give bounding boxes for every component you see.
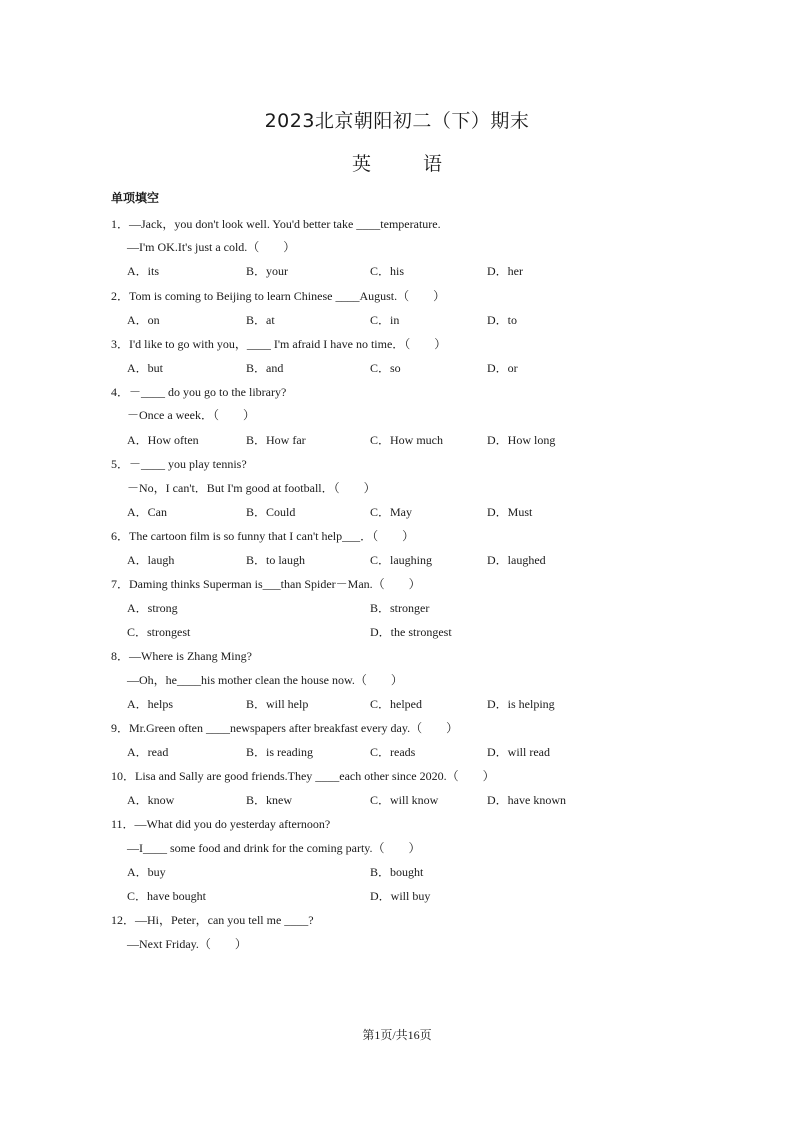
subject-char-1: 英 <box>351 153 371 175</box>
question-5-stem: 5．－____ you play tennis? <box>111 457 247 471</box>
subject-heading <box>0 149 794 176</box>
question-6-option-a: A．laugh <box>127 553 175 567</box>
question-5-option-b: B．Could <box>246 505 296 519</box>
question-10-stem: 10．Lisa and Sally are good friends.They ____each other since 2020.（ ） <box>111 769 495 783</box>
question-5-option-d: D．Must <box>487 505 533 519</box>
question-1-option-b: B．your <box>246 264 289 278</box>
question-7-stem: 7．Daming thinks Superman is___than Spider－Man.（ ） <box>111 577 421 591</box>
question-1-option-d: D．her <box>487 264 523 278</box>
question-11-option-a: A．buy <box>127 865 166 879</box>
page-footer: 第1页/共16页 <box>362 1028 432 1042</box>
question-2-option-a: A．on <box>127 313 160 327</box>
question-12-stem: 12．—Hi，Peter，can you tell me ____? <box>111 913 314 927</box>
question-2-option-b: B．at <box>246 313 275 327</box>
question-10-option-c: C．will know <box>370 793 439 807</box>
question-7-option-d: D．the strongest <box>370 625 452 639</box>
question-7-option-b: B．stronger <box>370 601 430 615</box>
question-9-option-c: C．reads <box>370 745 416 759</box>
question-8-option-a: A．helps <box>127 697 173 711</box>
question-1-option-c: C．his <box>370 264 405 278</box>
section-heading: 单项填空 <box>111 191 160 205</box>
question-2-option-c: C．in <box>370 313 400 327</box>
page-title: 2023北京朝阳初二（下）期末 <box>264 110 530 132</box>
question-4-stem: 4．－____ do you go to the library? <box>111 385 287 399</box>
question-10-option-d: D．have known <box>487 793 566 807</box>
question-1-response: —I'm OK.It's just a cold.（ ） <box>127 240 296 254</box>
question-11-response: —I____ some food and drink for the coming party.（ ） <box>127 841 421 855</box>
question-8-option-c: C．helped <box>370 697 422 711</box>
question-10-option-b: B．knew <box>246 793 292 807</box>
subject-char-2: 语 <box>423 153 443 175</box>
question-3-option-d: D．or <box>487 361 518 375</box>
question-6-stem: 6．The cartoon film is so funny that I can't help___．（ ） <box>111 529 415 543</box>
question-11-option-c: C．have bought <box>127 889 206 903</box>
question-9-option-d: D．will read <box>487 745 550 759</box>
question-3-option-c: C．so <box>370 361 401 375</box>
question-8-option-d: D．is helping <box>487 697 555 711</box>
question-6-option-d: D．laughed <box>487 553 546 567</box>
question-4-option-b: B．How far <box>246 433 306 447</box>
question-7-option-a: A．strong <box>127 601 178 615</box>
question-4-option-d: D．How long <box>487 433 556 447</box>
question-1-stem: 1．—Jack，you don't look well. You'd better take ____temperature. <box>111 217 441 231</box>
question-1-option-a: A．its <box>127 264 160 278</box>
question-8-stem: 8．—Where is Zhang Ming? <box>111 649 252 663</box>
question-12-response: —Next Friday.（ ） <box>127 937 247 951</box>
question-2-stem: 2．Tom is coming to Beijing to learn Chinese ____August.（ ） <box>111 289 446 303</box>
question-11-option-d: D．will buy <box>370 889 431 903</box>
question-3-option-b: B．and <box>246 361 284 375</box>
question-8-response: —Oh，he____his mother clean the house now.（ ） <box>127 673 403 687</box>
question-7-option-c: C．strongest <box>127 625 191 639</box>
question-4-option-c: C．How much <box>370 433 443 447</box>
question-3-option-a: A．but <box>127 361 164 375</box>
question-3-stem: 3．I'd like to go with you，____ I'm afraid I have no time．（ ） <box>111 337 447 351</box>
question-5-option-c: C．May <box>370 505 413 519</box>
question-9-option-a: A．read <box>127 745 169 759</box>
question-8-option-b: B．will help <box>246 697 309 711</box>
question-5-option-a: A．Can <box>127 505 167 519</box>
question-6-option-c: C．laughing <box>370 553 432 567</box>
question-6-option-b: B．to laugh <box>246 553 305 567</box>
question-10-option-a: A．know <box>127 793 175 807</box>
question-9-option-b: B．is reading <box>246 745 313 759</box>
question-11-stem: 11．—What did you do yesterday afternoon? <box>111 817 331 831</box>
question-4-response: －Once a week．（ ） <box>127 408 255 422</box>
question-2-option-d: D．to <box>487 313 518 327</box>
question-5-response: －No，I can't．But I'm good at football．（ ） <box>127 481 376 495</box>
question-9-stem: 9．Mr.Green often ____newspapers after breakfast every day.（ ） <box>111 721 459 735</box>
question-11-option-b: B．bought <box>370 865 424 879</box>
question-4-option-a: A．How often <box>127 433 199 447</box>
